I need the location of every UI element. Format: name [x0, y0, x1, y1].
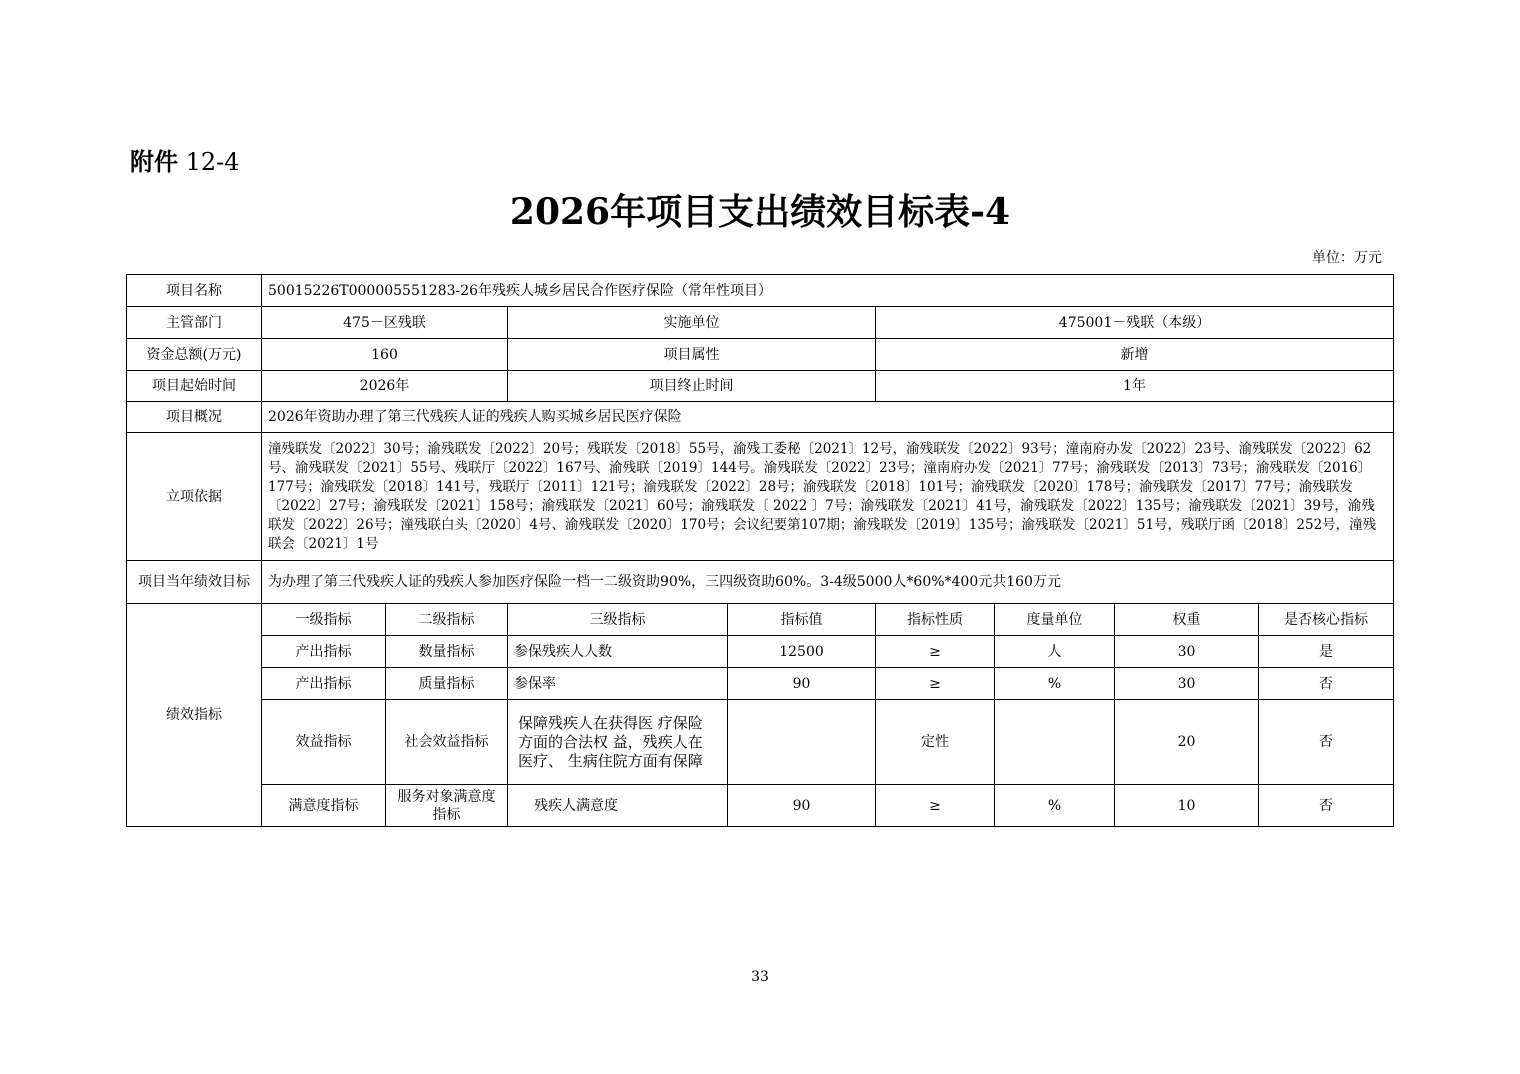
row4-l1: 满意度指标 [262, 785, 386, 827]
row-time [127, 371, 1394, 402]
row4-value: 90 [728, 785, 876, 827]
header-l2: 二级指标 [386, 604, 508, 636]
row-basis [127, 433, 1394, 561]
page-number: 33 [751, 969, 769, 985]
attachment-number: 12-4 [185, 148, 240, 176]
row3-unit [995, 700, 1115, 785]
row2-weight: 30 [1115, 668, 1259, 700]
row3-core: 否 [1259, 700, 1394, 785]
row2-value: 90 [728, 668, 876, 700]
attr-value: 新增 [876, 339, 1394, 371]
basis-label: 立项依据 [127, 433, 262, 561]
row4-unit: % [995, 785, 1115, 827]
row2-l3: 参保率 [508, 668, 728, 700]
row3-l2: 社会效益指标 [386, 700, 508, 785]
row1-l1: 产出指标 [262, 636, 386, 668]
header-nature: 指标性质 [876, 604, 995, 636]
row1-value: 12500 [728, 636, 876, 668]
row2-core: 否 [1259, 668, 1394, 700]
row-goal [127, 561, 1394, 604]
dept-value: 475－区残联 [262, 307, 508, 339]
row3-l1: 效益指标 [262, 700, 386, 785]
project-name-label: 项目名称 [127, 275, 262, 307]
attachment-word: 附件 [130, 148, 178, 176]
fund-label: 资金总额(万元) [127, 339, 262, 371]
row1-l3: 参保残疾人人数 [508, 636, 728, 668]
start-label: 项目起始时间 [127, 371, 262, 402]
fund-value: 160 [262, 339, 508, 371]
header-l1: 一级指标 [262, 604, 386, 636]
table-row [127, 700, 1394, 785]
end-label: 项目终止时间 [508, 371, 876, 402]
row2-l2: 质量指标 [386, 668, 508, 700]
unit-label: 单位：万元 [1312, 250, 1382, 266]
row3-weight: 20 [1115, 700, 1259, 785]
row3-l3: 保障残疾人在获得医 疗保险方面的合法权 益，残疾人在医疗、 生病住院方面有保障 [508, 700, 728, 785]
row4-weight: 10 [1115, 785, 1259, 827]
row1-core: 是 [1259, 636, 1394, 668]
row4-l2: 服务对象满意度指标 [386, 785, 508, 827]
row-overview [127, 402, 1394, 433]
row1-weight: 30 [1115, 636, 1259, 668]
row4-nature: ≥ [876, 785, 995, 827]
goal-label: 项目当年绩效目标 [127, 561, 262, 604]
row4-core: 否 [1259, 785, 1394, 827]
row1-unit: 人 [995, 636, 1115, 668]
indicators-section-label: 绩效指标 [127, 604, 262, 827]
overview-value: 2026年资助办理了第三代残疾人证的残疾人购买城乡居民医疗保险 [262, 402, 1394, 433]
row2-l1: 产出指标 [262, 668, 386, 700]
page-title: 2026年项目支出绩效目标表-4 [509, 191, 1011, 233]
project-name-value: 50015226T000005551283-26年残疾人城乡居民合作医疗保险（常年性项目） [262, 275, 1394, 307]
row4-l3: 残疾人满意度 [508, 785, 728, 827]
dept-label: 主管部门 [127, 307, 262, 339]
header-unit: 度量单位 [995, 604, 1115, 636]
overview-label: 项目概况 [127, 402, 262, 433]
header-weight: 权重 [1115, 604, 1259, 636]
attachment-label [130, 146, 240, 178]
header-l3: 三级指标 [508, 604, 728, 636]
row1-nature: ≥ [876, 636, 995, 668]
header-core: 是否核心指标 [1259, 604, 1394, 636]
row2-nature: ≥ [876, 668, 995, 700]
goal-value: 为办理了第三代残疾人证的残疾人参加医疗保险一档一二级资助90%，三四级资助60%。3-4级5000人*60%*400元共160万元 [262, 561, 1394, 604]
indicator-header-row [127, 604, 1394, 636]
attr-label: 项目属性 [508, 339, 876, 371]
start-value: 2026年 [262, 371, 508, 402]
table-row [127, 636, 1394, 668]
basis-value: 潼残联发〔2022〕30号；渝残联发〔2022〕20号；残联发〔2018〕55号，渝残工委秘〔2021〕12号，渝残联发〔2022〕93号；潼南府办发〔2022〕23号、渝残联发〔2022〕62号、渝残联发〔2021〕55号、残联厅〔2022〕167号、渝残联〔2019〕144号。渝残联发〔2022〕23号；潼南府办发〔2021〕77号；渝残联发〔2013〕73号；渝残联发〔2016〕177号；渝残联发〔2018〕141号，残联厅〔2011〕121号；渝残联发〔2022〕28号；渝残联发〔2018〕101号；渝残联发〔2020〕178号；渝残联发〔2017〕77号；渝残联发〔2022〕27号；渝残联发〔2021〕158号；渝残联发〔2021〕60号；渝残联发〔 2022 〕7号；渝残联发〔2021〕41号，渝残联发〔2022〕135号；渝残联发〔2021〕39号，渝残联发〔2022〕26号；潼残联白头〔2020〕4号、渝残联发〔2020〕170号；会议纪要第107期；渝残联发〔2019〕135号；渝残联发〔2021〕51号，残联厅函〔2018〕252号，潼残联会〔2021〕1号 [262, 433, 1394, 561]
table-row [127, 668, 1394, 700]
row3-value [728, 700, 876, 785]
row-project-name [127, 275, 1394, 307]
row3-nature: 定性 [876, 700, 995, 785]
end-value: 1年 [876, 371, 1394, 402]
header-value: 指标值 [728, 604, 876, 636]
performance-table [126, 274, 1394, 827]
impl-label: 实施单位 [508, 307, 876, 339]
row2-unit: % [995, 668, 1115, 700]
impl-value: 475001－残联（本级） [876, 307, 1394, 339]
row1-l2: 数量指标 [386, 636, 508, 668]
table-row [127, 785, 1394, 827]
row-department [127, 307, 1394, 339]
row-fund [127, 339, 1394, 371]
